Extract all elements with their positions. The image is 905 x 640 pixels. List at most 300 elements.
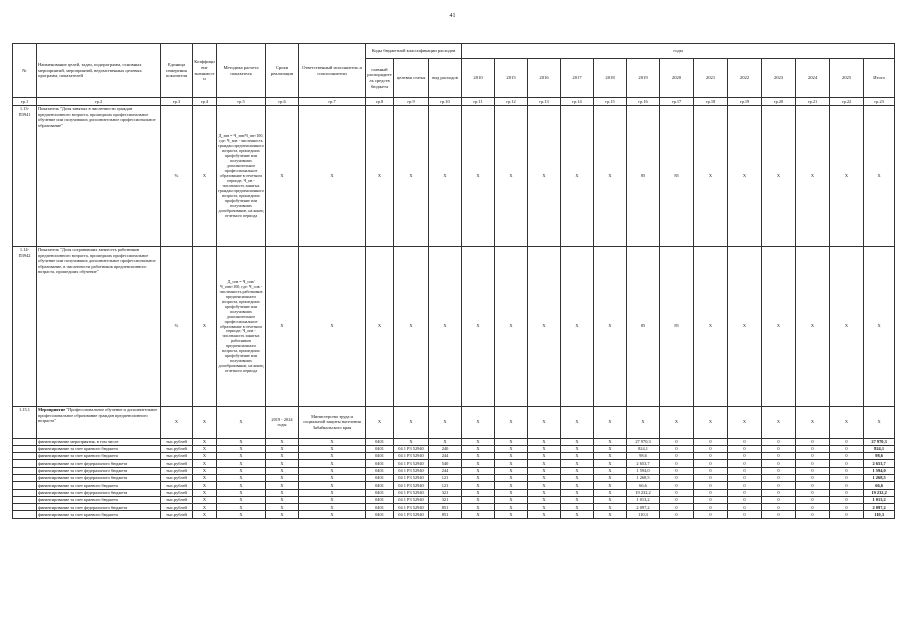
finance-name: финансирование за счет краевого бюджета — [37, 496, 161, 503]
year-value: X — [528, 474, 561, 481]
year-value: X — [694, 105, 728, 246]
year-value: X — [528, 453, 561, 460]
column-number: гр.11 — [462, 98, 495, 106]
year-value: X — [495, 406, 528, 438]
total-value: X — [864, 105, 895, 246]
terms: X — [266, 105, 299, 246]
placeholder-x: X — [299, 445, 366, 452]
finance-row — [13, 453, 895, 460]
row-number — [13, 445, 37, 452]
year-value: X — [462, 406, 495, 438]
year-value: X — [594, 406, 627, 438]
row-number — [13, 453, 37, 460]
year-value: 0 — [796, 460, 830, 467]
year-value: X — [561, 482, 594, 489]
year-value: 0 — [796, 445, 830, 452]
year-value: 66,6 — [627, 482, 660, 489]
year-value: 1 594,0 — [627, 467, 660, 474]
budget-code: 321 — [429, 496, 462, 503]
budget-code: X — [394, 246, 429, 406]
year-value: X — [728, 406, 762, 438]
placeholder-x: X — [266, 482, 299, 489]
year-value: X — [528, 496, 561, 503]
year-value: 0 — [762, 445, 796, 452]
year-value: 0 — [762, 474, 796, 481]
placeholder-x: X — [266, 496, 299, 503]
unit: тыс.рублей — [161, 511, 193, 518]
year-value: X — [594, 467, 627, 474]
finance-row — [13, 474, 895, 481]
year-value: 0 — [660, 453, 694, 460]
year-value: X — [594, 105, 627, 246]
placeholder-x: X — [193, 453, 217, 460]
year-value: X — [594, 496, 627, 503]
year-value: X — [462, 482, 495, 489]
budget-code: X — [429, 246, 462, 406]
year-value: X — [495, 445, 528, 452]
total-value: X — [864, 406, 895, 438]
year-value: 0 — [728, 482, 762, 489]
total-value: 824,1 — [864, 445, 895, 452]
column-number: гр.19 — [728, 98, 762, 106]
year-value: 0 — [694, 511, 728, 518]
event-name — [37, 406, 161, 438]
year-value: X — [528, 482, 561, 489]
total-value: 19 232,2 — [864, 489, 895, 496]
budget-code: X — [394, 406, 429, 438]
placeholder-x: X — [299, 504, 366, 511]
column-number: гр.10 — [429, 98, 462, 106]
year-value: X — [528, 489, 561, 496]
finance-name: финансирование за счет федерального бюджета — [37, 489, 161, 496]
finance-name: финансирование за счет краевого бюджета — [37, 482, 161, 489]
page-number: 41 — [449, 13, 456, 19]
placeholder-x: X — [193, 467, 217, 474]
year-value: X — [462, 511, 495, 518]
year-value: 19 232,2 — [627, 489, 660, 496]
column-number: гр.6 — [266, 98, 299, 106]
budget-code: 04 1 Р3 52940 — [394, 474, 429, 481]
placeholder-x: X — [217, 460, 266, 467]
year-value: 0 — [762, 504, 796, 511]
year-value: X — [495, 467, 528, 474]
unit: тыс.рублей — [161, 489, 193, 496]
year-value: X — [495, 453, 528, 460]
year-value: X — [528, 511, 561, 518]
budget-code: 244 — [429, 453, 462, 460]
header-years-title: годы — [462, 44, 895, 59]
header-year: 2023 — [762, 59, 796, 98]
year-value: 0 — [796, 474, 830, 481]
year-value: X — [762, 246, 796, 406]
year-value: 0 — [694, 467, 728, 474]
year-value: 0 — [694, 496, 728, 503]
placeholder-x: X — [299, 453, 366, 460]
budget-code: 0401 — [366, 467, 394, 474]
column-number: гр.16 — [627, 98, 660, 106]
year-value: 0 — [660, 474, 694, 481]
year-value: X — [796, 246, 830, 406]
year-value: 0 — [694, 453, 728, 460]
year-value: 0 — [796, 496, 830, 503]
header-year: 2024 — [796, 59, 830, 98]
placeholder-x: X — [266, 504, 299, 511]
indicator-row — [13, 246, 895, 406]
year-value: 0 — [830, 489, 864, 496]
year-value: X — [594, 489, 627, 496]
placeholder-x: X — [266, 438, 299, 445]
placeholder-x: X — [299, 460, 366, 467]
year-value: 0 — [762, 496, 796, 503]
unit: тыс.рублей — [161, 474, 193, 481]
finance-row — [13, 438, 895, 445]
placeholder-x: X — [193, 438, 217, 445]
header-year: 2020 — [660, 59, 694, 98]
placeholder-x: X — [299, 482, 366, 489]
column-number: гр.8 — [366, 98, 394, 106]
column-number: гр.13 — [528, 98, 561, 106]
header-year: 2022 — [728, 59, 762, 98]
placeholder-x: X — [299, 489, 366, 496]
year-value: X — [830, 105, 864, 246]
row-number — [13, 511, 37, 518]
header-name: Наименование целей, задач, подпрограмм, основных мероприятий, мероприятий, ведомственных целевых программ, показателей — [37, 44, 161, 98]
column-number: гр.5 — [217, 98, 266, 106]
total-value: 1 268,5 — [864, 474, 895, 481]
year-value: 85 — [627, 246, 660, 406]
budget-code: 04 1 Р3 52940 — [394, 496, 429, 503]
budget-code: 121 — [429, 482, 462, 489]
year-value: X — [561, 504, 594, 511]
year-value: 0 — [762, 460, 796, 467]
budget-code: X — [429, 406, 462, 438]
header-code-grbs: главный распорядитель средств бюджета — [366, 59, 394, 98]
year-value: X — [762, 406, 796, 438]
year-value: X — [528, 246, 561, 406]
header-year: 2010 — [462, 59, 495, 98]
total-value: 66,6 — [864, 482, 895, 489]
finance-name: финансирование за счет краевого бюджета — [37, 511, 161, 518]
program-table — [12, 43, 895, 519]
budget-code: X — [429, 438, 462, 445]
column-number: гр.7 — [299, 98, 366, 106]
year-value: 0 — [762, 482, 796, 489]
year-value: 0 — [694, 438, 728, 445]
year-value: 0 — [728, 453, 762, 460]
year-value: 0 — [830, 445, 864, 452]
budget-code: 04 1 Р3 52940 — [394, 445, 429, 452]
year-value: 0 — [694, 482, 728, 489]
budget-code: 321 — [429, 489, 462, 496]
column-number: гр.2 — [37, 98, 161, 106]
year-value: X — [462, 453, 495, 460]
column-number: гр.18 — [694, 98, 728, 106]
row-number — [13, 438, 37, 445]
finance-name: финансирование за счет федерального бюджета — [37, 504, 161, 511]
placeholder-x: X — [217, 467, 266, 474]
year-value: X — [462, 445, 495, 452]
header-year: 2018 — [594, 59, 627, 98]
year-value: 0 — [796, 453, 830, 460]
placeholder-x: X — [299, 438, 366, 445]
unit: тыс.рублей — [161, 460, 193, 467]
year-value: X — [594, 460, 627, 467]
column-number: гр.9 — [394, 98, 429, 106]
year-value: 2 097,2 — [627, 504, 660, 511]
header-year: 2016 — [528, 59, 561, 98]
header-year: 2019 — [627, 59, 660, 98]
placeholder-x: X — [299, 496, 366, 503]
year-value: 0 — [796, 511, 830, 518]
placeholder-x: X — [299, 467, 366, 474]
year-value: X — [495, 438, 528, 445]
placeholder-x: X — [299, 474, 366, 481]
year-value: 110,3 — [627, 511, 660, 518]
year-value: X — [528, 406, 561, 438]
year-value: X — [561, 438, 594, 445]
column-number: гр.20 — [762, 98, 796, 106]
year-value: 85 — [660, 105, 694, 246]
row-number — [13, 489, 37, 496]
budget-code: 540 — [429, 460, 462, 467]
year-value: X — [495, 105, 528, 246]
year-value: 0 — [728, 511, 762, 518]
event-label: Мероприятие — [38, 407, 66, 412]
budget-code: X — [366, 406, 394, 438]
year-value: X — [462, 496, 495, 503]
finance-row — [13, 511, 895, 518]
placeholder-x: X — [217, 511, 266, 518]
year-value: 0 — [830, 496, 864, 503]
year-value: 0 — [660, 460, 694, 467]
total-value: 2 097,2 — [864, 504, 895, 511]
finance-row — [13, 445, 895, 452]
year-value: X — [796, 406, 830, 438]
coef: X — [193, 406, 217, 438]
budget-code: 851 — [429, 504, 462, 511]
year-value: 0 — [694, 460, 728, 467]
year-value: 0 — [660, 504, 694, 511]
year-value: 0 — [694, 474, 728, 481]
year-value: X — [594, 246, 627, 406]
unit: тыс.рублей — [161, 467, 193, 474]
year-value: 0 — [660, 511, 694, 518]
finance-name: финансирование за счет федерального бюджета — [37, 467, 161, 474]
column-number: гр.15 — [594, 98, 627, 106]
year-value: X — [594, 511, 627, 518]
placeholder-x: X — [217, 445, 266, 452]
year-value: 0 — [728, 496, 762, 503]
method-text: Д_спв = Ч_спв/Ч_опв×100, где: Ч_спв - численность работников предпенсионного возраста, прошедших профобучение или получивших дополнительное профессиональное образование в отчетном периоде; Ч_опв - численность занятых работников предпенсионного возраста, прошедших профобучение или получивших допобразование, на конец отчетного периода — [217, 246, 266, 406]
finance-row — [13, 482, 895, 489]
year-value: X — [660, 406, 694, 438]
year-value: 0 — [728, 438, 762, 445]
placeholder-x: X — [217, 489, 266, 496]
year-value: 0 — [762, 453, 796, 460]
unit: % — [161, 105, 193, 246]
finance-row — [13, 460, 895, 467]
header-code-cs: целевая статья — [394, 59, 429, 98]
year-value: 0 — [762, 511, 796, 518]
column-number: гр.22 — [830, 98, 864, 106]
budget-code: X — [394, 438, 429, 445]
budget-code: 0401 — [366, 496, 394, 503]
placeholder-x: X — [266, 511, 299, 518]
year-value: 0 — [728, 504, 762, 511]
column-number: гр.3 — [161, 98, 193, 106]
year-value: 0 — [728, 467, 762, 474]
budget-code: 0401 — [366, 474, 394, 481]
column-number: гр.14 — [561, 98, 594, 106]
budget-code: 04 1 Р3 52940 — [394, 467, 429, 474]
year-value: 0 — [830, 453, 864, 460]
year-value: X — [561, 489, 594, 496]
terms: 2019 - 2024 годы — [266, 406, 299, 438]
year-value: X — [462, 489, 495, 496]
coef: X — [193, 105, 217, 246]
year-value: X — [796, 105, 830, 246]
placeholder-x: X — [193, 489, 217, 496]
budget-code: X — [429, 105, 462, 246]
year-value: 0 — [728, 474, 762, 481]
year-value: 0 — [660, 467, 694, 474]
event-row — [13, 406, 895, 438]
year-value: X — [495, 489, 528, 496]
year-value: 0 — [762, 467, 796, 474]
total-value: 1 013,2 — [864, 496, 895, 503]
unit: тыс.рублей — [161, 445, 193, 452]
responsible: X — [299, 246, 366, 406]
year-value: 0 — [762, 489, 796, 496]
year-value: 0 — [728, 445, 762, 452]
unit: тыс.рублей — [161, 482, 193, 489]
placeholder-x: X — [266, 445, 299, 452]
year-value: X — [495, 496, 528, 503]
year-value: X — [830, 246, 864, 406]
placeholder-x: X — [193, 460, 217, 467]
year-value: X — [694, 406, 728, 438]
year-value: X — [561, 453, 594, 460]
year-value: X — [728, 246, 762, 406]
finance-name: финансирование за счет федерального бюджета — [37, 460, 161, 467]
header-budget-codes: Коды бюджетной классификации расходов — [366, 44, 462, 59]
year-value: X — [594, 482, 627, 489]
header-unit: Единица измерения показателя — [161, 44, 193, 98]
year-value: 0 — [830, 482, 864, 489]
finance-name: финансирование за счет федерального бюджета — [37, 474, 161, 481]
budget-code: 0401 — [366, 511, 394, 518]
placeholder-x: X — [217, 496, 266, 503]
finance-row — [13, 467, 895, 474]
total-value: 1 594,0 — [864, 467, 895, 474]
year-value: 0 — [830, 467, 864, 474]
year-value: X — [462, 438, 495, 445]
budget-code: 04 1 Р3 52940 — [394, 460, 429, 467]
year-value: 0 — [660, 496, 694, 503]
year-value: 85 — [627, 105, 660, 246]
year-value: 0 — [728, 489, 762, 496]
year-value: 0 — [660, 482, 694, 489]
row-number — [13, 467, 37, 474]
year-value: X — [694, 246, 728, 406]
year-value: X — [561, 105, 594, 246]
row-number — [13, 474, 37, 481]
year-value: 0 — [830, 511, 864, 518]
column-number: гр.21 — [796, 98, 830, 106]
budget-code: 0401 — [366, 504, 394, 511]
year-value: X — [627, 406, 660, 438]
year-value: 1 013,2 — [627, 496, 660, 503]
placeholder-x: X — [217, 474, 266, 481]
placeholder-x: X — [266, 460, 299, 467]
total-value: 2 653,7 — [864, 460, 895, 467]
year-value: X — [462, 105, 495, 246]
budget-code: 04 1 Р3 52940 — [394, 511, 429, 518]
placeholder-x: X — [193, 482, 217, 489]
budget-code: X — [366, 105, 394, 246]
column-number: гр.1 — [13, 98, 37, 106]
header-year: 2021 — [694, 59, 728, 98]
year-value: X — [561, 467, 594, 474]
budget-code: X — [394, 105, 429, 246]
total-value: 27 970,3 — [864, 438, 895, 445]
budget-code: 0401 — [366, 438, 394, 445]
year-value: X — [462, 246, 495, 406]
placeholder-x: X — [266, 467, 299, 474]
year-value: 0 — [830, 504, 864, 511]
method-text: X — [217, 406, 266, 438]
header-method: Методика расчета показателя — [217, 44, 266, 98]
placeholder-x: X — [193, 504, 217, 511]
year-value: X — [462, 460, 495, 467]
year-value: X — [594, 474, 627, 481]
year-value: X — [462, 504, 495, 511]
placeholder-x: X — [217, 453, 266, 460]
budget-code: 0401 — [366, 453, 394, 460]
year-value: X — [561, 445, 594, 452]
budget-code: 0401 — [366, 445, 394, 452]
year-value: 85 — [660, 246, 694, 406]
budget-code: 04 1 Р3 52940 — [394, 482, 429, 489]
year-value: 0 — [830, 474, 864, 481]
row-number — [13, 482, 37, 489]
header-code-vr: вид расходов — [429, 59, 462, 98]
header-total: Итого — [864, 59, 895, 98]
header-year: 2017 — [561, 59, 594, 98]
year-value: 824,1 — [627, 445, 660, 452]
year-value: X — [561, 496, 594, 503]
header-no: № — [13, 44, 37, 98]
placeholder-x: X — [217, 438, 266, 445]
year-value: X — [495, 482, 528, 489]
year-value: X — [495, 504, 528, 511]
year-value: 98,6 — [627, 453, 660, 460]
year-value: X — [495, 474, 528, 481]
year-value: X — [561, 246, 594, 406]
year-value: X — [528, 460, 561, 467]
budget-code: 0401 — [366, 482, 394, 489]
year-value: X — [528, 445, 561, 452]
placeholder-x: X — [266, 474, 299, 481]
budget-code: 04 1 Р3 52940 — [394, 489, 429, 496]
year-value: X — [528, 105, 561, 246]
placeholder-x: X — [193, 445, 217, 452]
row-number — [13, 460, 37, 467]
year-value: 0 — [796, 438, 830, 445]
finance-name: финансирование за счет краевого бюджета — [37, 453, 161, 460]
finance-name: финансирование мероприятия, в том числе — [37, 438, 161, 445]
terms: X — [266, 246, 299, 406]
